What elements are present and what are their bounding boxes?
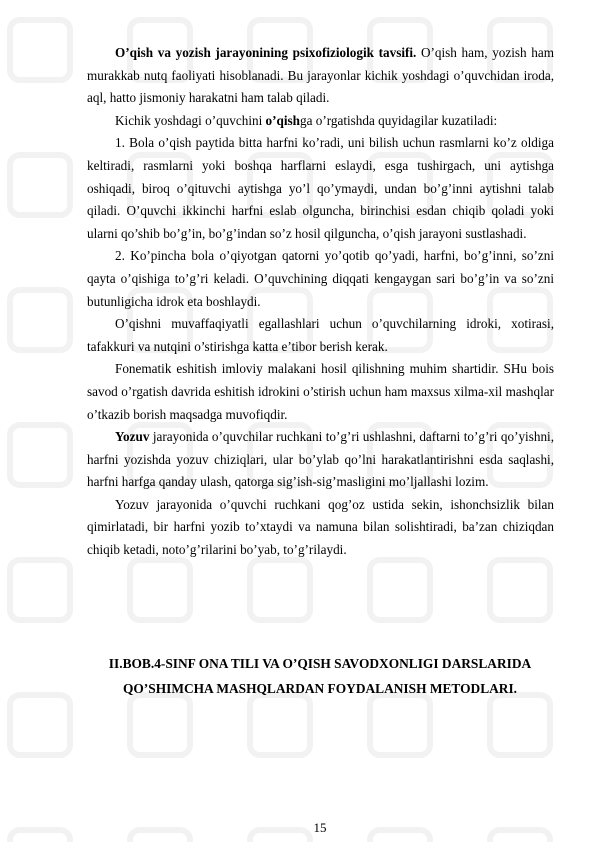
watermark-tile (490, 695, 550, 755)
watermark-tile (10, 695, 70, 755)
paragraph-reading-writing-description (87, 42, 554, 110)
chapter-heading-line-1: II.BOB.4-SINF ONA TILI VA O’QISH SAVODXONLIGI DARSLARIDA (108, 656, 532, 671)
bold-term: Yozuv (115, 429, 150, 445)
paragraph-phonemic-hearing: Fonematik eshitish imloviy malakani hosil qilishning muhim shartidir. SHu bois savod o’rgatish davrida eshitish idrokini o’stirish uchun ham maxsus xilma-xil mashqlar o’tkazib borish maqsadga muvofiqdir. (87, 361, 554, 422)
watermark-tile (130, 695, 190, 755)
paragraph-text: jarayonida o’quvchilar ruchkani to’g’ri ushlashni, daftarni to’g’ri qo’yishni, harfni yozishda yozuv chiziqlari, ular bo’ylab qo’lni harakatlantirishni esda saqlashi, harfni harfga qanday ulash, qatorga sig’ish-sig’masligini mo’ljallashi lozim. (87, 429, 554, 490)
paragraph-writing-behaviour: Yozuv jarayonida o’quvchi ruchkani qog’oz ustida sekin, ishonchsizlik bilan qimirlatadi, bir harfni yozib to’xtaydi va namuna bilan solishtiradi, ba’zan chiziqdan chiqib ketadi, noto’g’rilarini bo’yab, to’g’rilaydi. (87, 496, 554, 558)
bold-term: o’qish (265, 112, 300, 128)
paragraph-text: ga o’rgatishda quyidagilar kuzatiladi: (300, 112, 498, 128)
watermark-tile (250, 560, 310, 620)
watermark-tile (370, 560, 430, 620)
watermark-tile (130, 560, 190, 620)
chapter-heading-line-2: QO’SHIMCHA MASHQLARDAN FOYDALANISH METODLARI. (122, 681, 518, 696)
watermark-tile (10, 425, 70, 485)
watermark-tile (10, 155, 70, 215)
watermark-tile (250, 695, 310, 755)
document-body (87, 42, 554, 562)
watermark-tile (370, 695, 430, 755)
watermark-tile (10, 290, 70, 350)
paragraph-writing-process (87, 426, 554, 494)
chapter-heading (80, 651, 560, 701)
paragraph-text: O’qish ham, yozish ham murakkab nutq faoliyati hisoblanadi. Bu jarayonlar kichik yoshdagi o’quvchidan iroda, aql, hatto jismoniy harakatni ham talab qiladi. (87, 45, 554, 106)
paragraph-heading-bold: O’qish va yozish jarayonining psixofiziologik tavsifi. (115, 45, 417, 60)
page-number: 15 (313, 820, 327, 835)
paragraph-reading-success: O’qishni muvaffaqiyatli egallashlari uchun o’quvchilarning idroki, xotirasi, tafakkuri va nutqini o’stirishga katta e’tibor berish kerak. (87, 316, 554, 354)
paragraph-point-1: 1. Bola o’qish paytida bitta harfni ko’radi, uni bilish uchun rasmlarni ko’z oldiga keltiradi, rasmlarni yoki boshqa harflarni eslaydi, esga tushirgach, uni aytishga oshiqadi, biroq o’qituvchi aytishga yo’l qo’ymaydi, undan bo’g’inni aytishni talab qiladi. O’quvchi ikkinchi harfni eslab olguncha, birinchisi esdan chiqib qoladi yoki ularni qo’shib bo’g’in, bo’g’indan so’z hosil qilguncha, o’qish jarayoni sustlashadi. (87, 135, 554, 241)
paragraph-reading-intro (87, 110, 554, 133)
watermark-tile (10, 560, 70, 620)
paragraph-text: Kichik yoshdagi o’quvchini (115, 112, 266, 128)
watermark-tile (490, 560, 550, 620)
watermark-tile (10, 20, 70, 80)
paragraph-point-2: 2. Ko’pincha bola o’qiyotgan qatorni yo’qotib qo’yadi, harfni, bo’g’inni, so’zni qayta o’qishiga to’g’ri keladi. O’quvchining diqqati kengaygan sari bo’g’in va so’zni butunligicha idrok eta boshlaydi. (87, 248, 554, 309)
